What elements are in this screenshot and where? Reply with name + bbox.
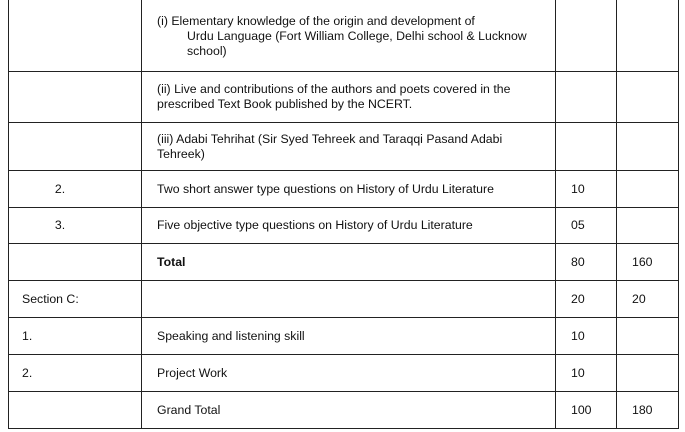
description-cell: (iii) Adabi Tehrihat (Sir Syed Tehreek and Taraqqi Pasand Adabi Tehreek): [142, 123, 556, 171]
marks-cell: 10: [556, 355, 617, 392]
total-marks-cell: 20: [617, 281, 679, 318]
marks-cell: [556, 123, 617, 171]
total-marks-cell: 160: [617, 244, 679, 281]
marks-cell: [556, 0, 617, 72]
row-number-cell: [9, 244, 142, 281]
total-marks-cell: [617, 355, 679, 392]
row-number-cell: 1.: [9, 318, 142, 355]
marks-cell: 100: [556, 392, 617, 429]
table-row: [9, 318, 679, 355]
grand-total-label: Grand Total: [142, 392, 556, 429]
table-row: [9, 72, 679, 123]
total-marks-cell: 180: [617, 392, 679, 429]
marks-cell: 20: [556, 281, 617, 318]
total-label: Total: [142, 244, 556, 281]
table-row: [9, 0, 679, 72]
table-row: [9, 171, 679, 208]
description-cell: (ii) Live and contributions of the authors and poets covered in the prescribed Text Book published by the NCERT.: [142, 72, 556, 123]
row-number-cell: [9, 392, 142, 429]
description-cell: [142, 281, 556, 318]
table-row: [9, 244, 679, 281]
table-row: [9, 281, 679, 318]
table-row: [9, 355, 679, 392]
table-row: [9, 208, 679, 244]
table-row: [9, 123, 679, 171]
description-cell: Speaking and listening skill: [142, 318, 556, 355]
description-cell: Two short answer type questions on History of Urdu Literature: [142, 171, 556, 208]
section-label: Section C:: [9, 281, 142, 318]
description-cell: [142, 0, 556, 72]
total-marks-cell: [617, 208, 679, 244]
total-marks-cell: [617, 171, 679, 208]
description-line-1: (i) Elementary knowledge of the origin and development of: [157, 14, 475, 28]
row-number-cell: [9, 0, 142, 72]
total-marks-cell: [617, 0, 679, 72]
marks-cell: [556, 72, 617, 123]
marks-cell: 05: [556, 208, 617, 244]
row-number-cell: [9, 72, 142, 123]
total-marks-cell: [617, 72, 679, 123]
marks-cell: 10: [556, 318, 617, 355]
syllabus-table: [8, 0, 679, 429]
description-cell: Project Work: [142, 355, 556, 392]
row-number-cell: [9, 123, 142, 171]
marks-cell: 80: [556, 244, 617, 281]
row-number-cell: 2.: [9, 171, 142, 208]
description-cell: Five objective type questions on History of Urdu Literature: [142, 208, 556, 244]
total-marks-cell: [617, 318, 679, 355]
description-line-2: Urdu Language (Fort William College, Delhi school & Lucknow school): [187, 29, 527, 58]
total-marks-cell: [617, 123, 679, 171]
row-number-cell: 2.: [9, 355, 142, 392]
marks-cell: 10: [556, 171, 617, 208]
row-number-cell: 3.: [9, 208, 142, 244]
table-row: [9, 392, 679, 429]
